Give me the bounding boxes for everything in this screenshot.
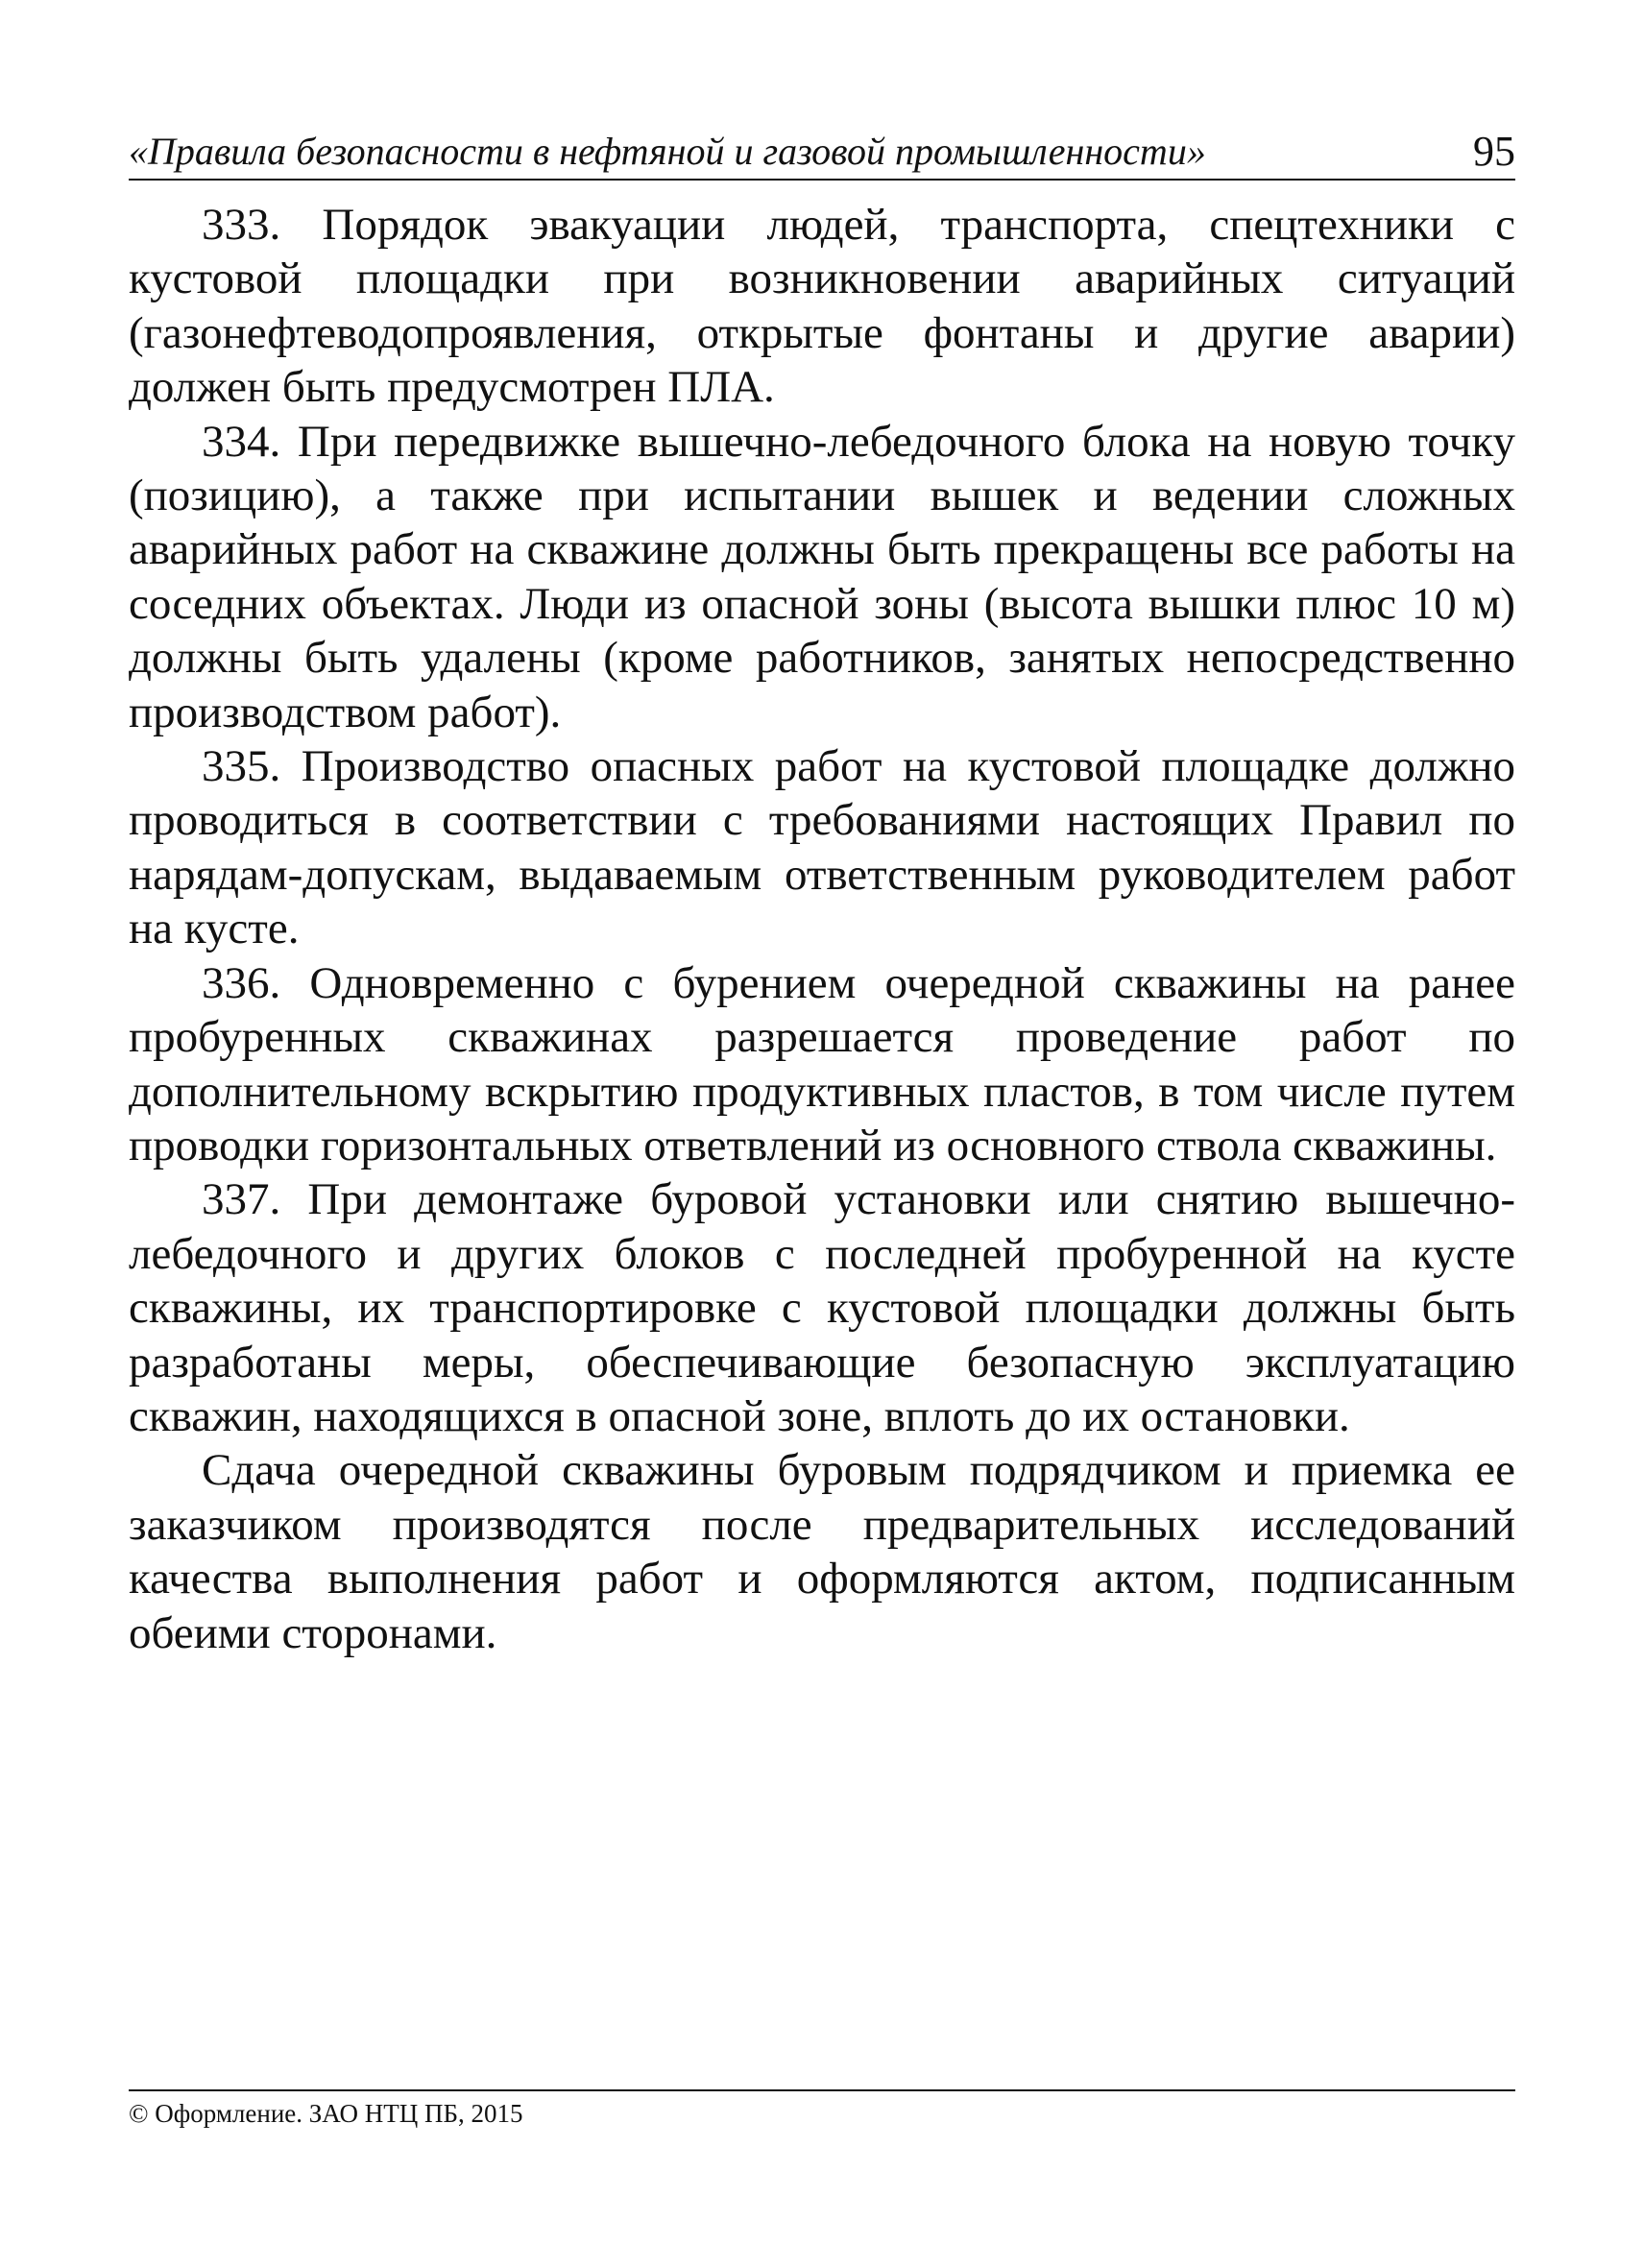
page-number: 95	[1473, 128, 1515, 175]
header-divider	[129, 179, 1515, 181]
header-title: «Правила безопасности в нефтяной и газовой промышленности»	[129, 130, 1206, 173]
paragraph-335: 335. Производство опасных работ на кустовой площадке должно проводиться в соответствии с требованиями настоящих Правил по нарядам-допускам, выдаваемым ответственным руководителем работ на кусте.	[129, 741, 1515, 954]
body-text	[129, 198, 1515, 1660]
paragraph-336: 336. Одновременно с бурением очередной скважины на ранее пробуренных скважинах разрешается проведение работ по дополнительному вскрытию продуктивных пластов, в том числе путем проводки горизонтальных ответвлений из основного ствола скважины.	[129, 957, 1515, 1170]
running-header	[129, 127, 1515, 181]
footer-copyright: © Оформление. ЗАО НТЦ ПБ, 2015	[129, 2099, 523, 2128]
paragraph-337: 337. При демонтаже буровой установки или снятию вышечно-лебедочного и других блоков с последней пробуренной на кусте скважины, их транспортировке с кустовой площадки должны быть разработаны меры, обеспечивающие безопасную эксплуатацию скважин, находящихся в опасной зоне, вплоть до их остановки.	[129, 1174, 1515, 1441]
paragraph-334: 334. При передвижке вышечно-лебедочного блока на новую точку (позицию), а также при испытании вышек и ведении сложных аварийных работ на скважине должны быть прекращены все работы на соседних объектах. Люди из опасной зоны (высота вышки плюс 10 м) должны быть удалены (кроме работников, занятых непосредственно производством работ).	[129, 416, 1515, 737]
paragraph-333: 333. Порядок эвакуации людей, транспорта, спецтехники с кустовой площадки при возникновении аварийных ситуаций (газонефтеводопроявления, открытые фонтаны и другие аварии) должен быть предусмотрен ПЛА.	[129, 200, 1515, 413]
paragraph-337-continuation: Сдача очередной скважины буровым подрядчиком и приемка ее заказчиком производятся после предварительных исследований качества выполнения работ и оформляются актом, подписанным обеими сторонами.	[129, 1445, 1515, 1658]
footer-divider	[129, 2089, 1515, 2091]
